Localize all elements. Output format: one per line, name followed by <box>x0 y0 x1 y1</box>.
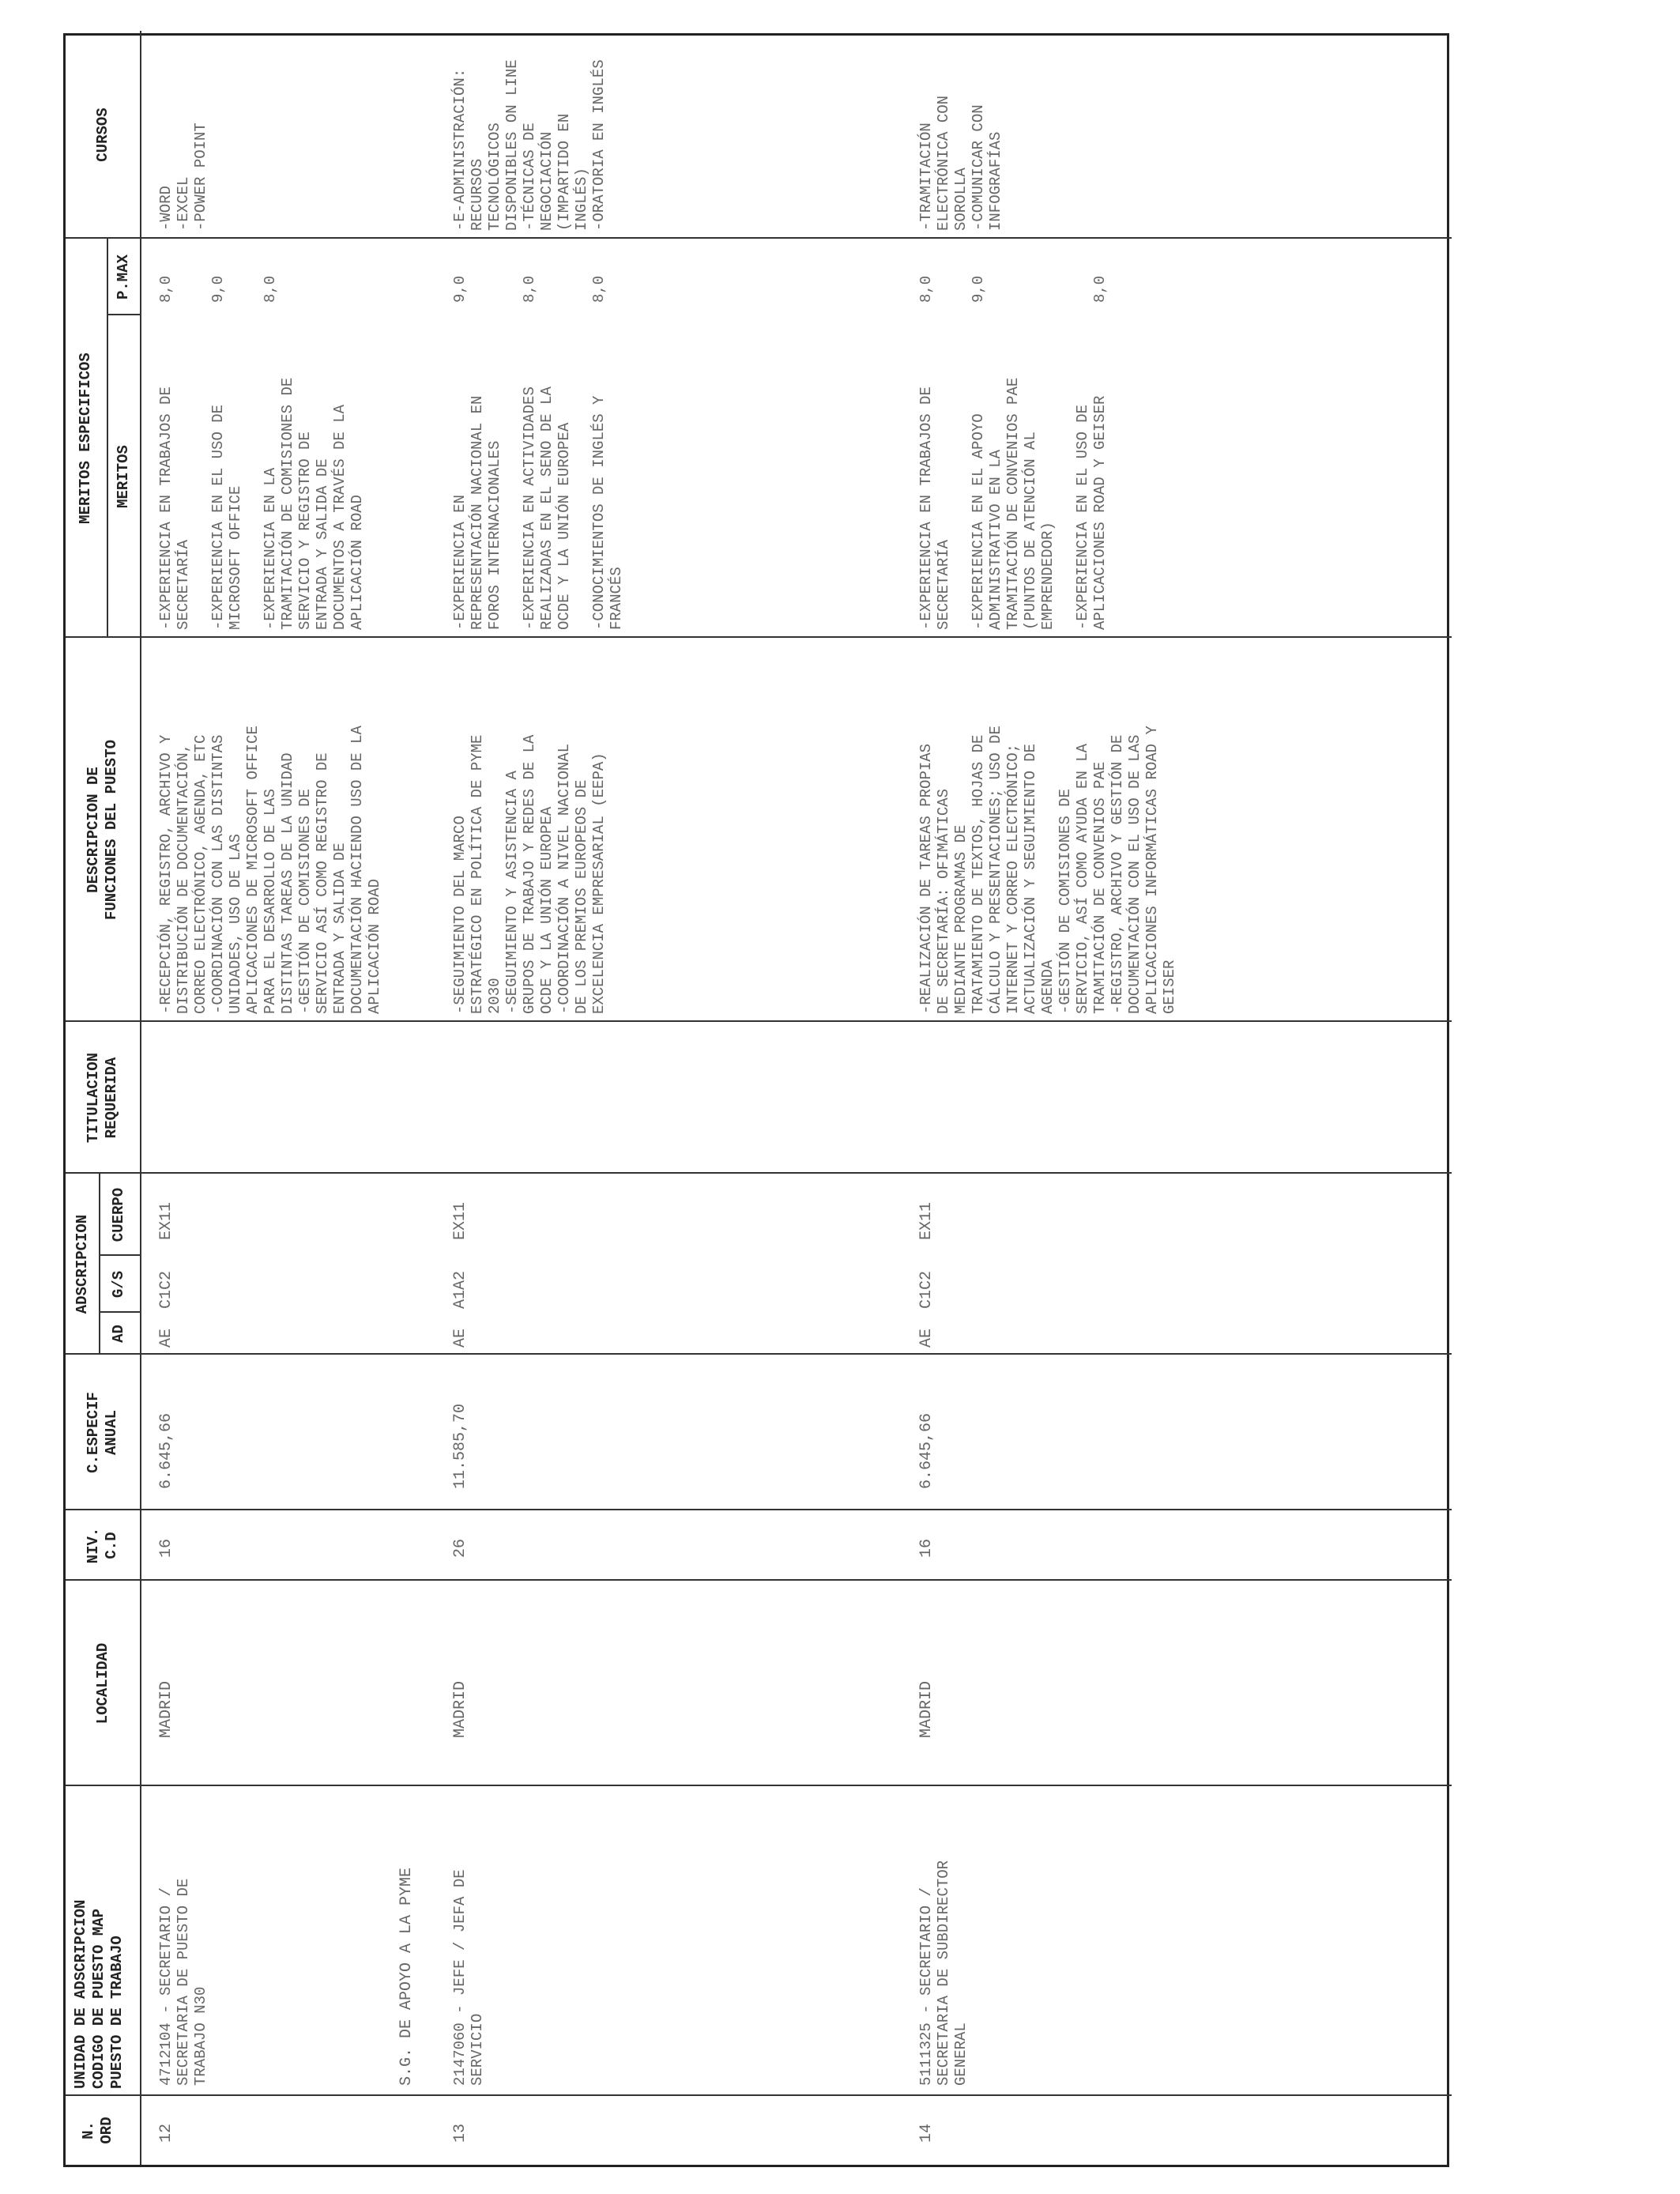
header-gs: G/S <box>110 1270 127 1299</box>
row-14-pmax-1: 8,0 <box>917 275 935 303</box>
col-line <box>66 1509 1452 1510</box>
row-13-pmax-1: 9,0 <box>451 275 469 303</box>
header-niv: NIV. C.D <box>85 1527 120 1564</box>
col-line <box>66 636 1452 638</box>
col-line <box>66 1172 1452 1174</box>
col-line <box>66 2094 1452 2096</box>
row-13-cursos: -E-ADMINISTRACIÓN: RECURSOS TECNOLÓGICOS DISPONIBLES ON LINE -TÉCNICAS DE NEGOCIACIÓN (IMPARTIDO EN INGLÉS) -ORATORIA EN INGLÉS <box>451 59 608 231</box>
header-cuerpo: CUERPO <box>110 1187 127 1242</box>
row-14-unidad: 5111325 - SECRETARIO / SECRETARIA DE SUBDIRECTOR GENERAL <box>917 1860 970 2086</box>
row-13-n: 13 <box>451 2123 469 2143</box>
header-descripcion: DESCRIPCION DE FUNCIONES DEL PUESTO <box>85 739 120 921</box>
row-13-pmax-2: 8,0 <box>521 275 538 303</box>
row-13-niv: 26 <box>451 1538 469 1558</box>
header-n-ord: N. ORD <box>80 2117 115 2144</box>
row-14-gs: C1C2 <box>917 1270 936 1309</box>
row-12-localidad: MADRID <box>157 1680 175 1738</box>
row-13-descripcion: -SEGUIMIENTO DEL MARCO ESTRATÉGICO EN POLÍTICA DE PYME 2030 -SEGUIMIENTO Y ASISTENCIA A GRUPOS DE TRABAJO Y REDES DE LA OCDE Y LA UNIÓN EUROPEA -COORDINACIÓN A NIVEL NACIONAL DE LOS PREMIOS EUROPEOS DE EXCELENCIA EMPRESARIAL (EEPA) <box>451 734 608 1014</box>
col-line <box>66 1785 1452 1786</box>
rotated-page <box>2 24 1424 2189</box>
row-13-localidad: MADRID <box>451 1680 469 1738</box>
row-13-c-especif: 11.585,70 <box>451 1403 469 1489</box>
header-cursos: CURSOS <box>94 107 111 162</box>
header-titulacion: TITULACION REQUERIDA <box>85 1052 120 1144</box>
row-12-unidad: 4712104 - SECRETARIO / SECRETARIA DE PUESTO DE TRABAJO N30 <box>157 1878 209 2086</box>
row-14-cuerpo: EX11 <box>917 1201 936 1240</box>
row-12-cuerpo: EX11 <box>157 1201 175 1240</box>
meritos-subline <box>107 239 108 638</box>
row-14-ad: AE <box>917 1328 936 1348</box>
header-adscripcion: ADSCRIPCION <box>73 1214 91 1314</box>
row-13-meritos: -EXPERIENCIA EN REPRESENTACIÓN NACIONAL EN FOROS INTERNACIONALES -EXPERIENCIA EN ACTIVIDADES REALIZADAS EN EL SENO DE LA OCDE Y LA UNIÓN EUROPEA -CONOCIMIENTOS DE INGLÉS Y FRANCÉS <box>451 386 625 630</box>
row-12-n: 12 <box>157 2123 175 2143</box>
row-12-pmax-2: 9,0 <box>209 275 227 303</box>
row-14-n: 14 <box>917 2123 936 2143</box>
section-label: S.G. DE APOYO A LA PYME <box>397 1867 416 2086</box>
row-12-cursos: -WORD -EXCEL -POWER POINT <box>157 123 209 231</box>
row-12-niv: 16 <box>157 1538 175 1558</box>
col-line <box>66 1579 1452 1581</box>
col-line <box>66 1353 1452 1355</box>
row-12-ad: AE <box>157 1328 175 1348</box>
row-14-c-especif: 6.645,66 <box>917 1412 936 1489</box>
col-line <box>66 1020 1452 1022</box>
row-14-descripcion: -REALIZACIÓN DE TAREAS PROPIAS DE SECRETARÍA: OFIMÁTICAS MEDIANTE PROGRAMAS DE TRATAMIENTO DE TEXTOS, HOJAS DE CÁLCULO Y PRESENTACIONES; USO DE INTERNET Y CORREO ELECTRÓNICO; ACTUALIZACIÓN Y SEGUIMIENTO DE AGENDA -GESTIÓN DE COMISIONES DE SERVICIO, ASÍ COMO AYUDA EN LA TRAMITACIÓN DE CONVENIOS PAE -REGISTRO, ARCHIVO Y GESTIÓN DE DOCUMENTACIÓN CON EL USO DE LAS APLICACIONES INFORMÁTICAS ROAD Y GEISER <box>917 726 1178 1014</box>
row-12-descripcion: -RECEPCIÓN, REGISTRO, ARCHIVO Y DISTRIBUCIÓN DE DOCUMENTACIÓN, CORREO ELECTRÓNICO, AGENDA, ETC -COORDINACIÓN CON LAS DISTINTAS UNIDADES, USO DE LAS APLICACIONES DE MICROSOFT OFFICE PARA EL DESARROLLO DE LAS DISTINTAS TAREAS DE LA UNIDAD -GESTIÓN DE COMISIONES DE SERVICIO ASÍ COMO REGISTRO DE ENTRADA Y SALIDA DE DOCUMENTACIÓN HACIENDO USO DE LA APLICACIÓN ROAD <box>157 726 383 1014</box>
row-12-meritos: -EXPERIENCIA EN TRABAJOS DE SECRETARÍA -EXPERIENCIA EN EL USO DE MICROSOFT OFFICE -EXPERIENCIA EN LA TRAMITACIÓN DE COMISIONES DE SERVICIO Y REGISTRO DE ENTRADA Y SALIDA DE DOCUMENTOS A TRAVÉS DE LA APLICACIÓN ROAD <box>157 377 366 630</box>
row-14-niv: 16 <box>917 1538 936 1558</box>
row-13-cuerpo: EX11 <box>451 1201 469 1240</box>
row-12-c-especif: 6.645,66 <box>157 1412 175 1489</box>
header-localidad: LOCALIDAD <box>94 1642 111 1725</box>
header-pmax: P.MAX <box>115 254 132 300</box>
header-meritos: MERITOS <box>115 445 132 508</box>
row-13-unidad: 2147060 - JEFE / JEFA DE SERVICIO <box>451 1869 486 2086</box>
row-12-gs: C1C2 <box>157 1270 175 1309</box>
header-c-especif: C.ESPECIF ANUAL <box>85 1392 120 1473</box>
row-13-pmax-3: 8,0 <box>590 275 608 303</box>
row-12-pmax-1: 8,0 <box>157 275 175 303</box>
col-line <box>66 237 1452 239</box>
header-unidad: UNIDAD DE ADSCRIPCION CODIGO DE PUESTO MAP PUESTO DE TRABAJO <box>72 1899 126 2089</box>
row-14-pmax-2: 9,0 <box>970 275 987 303</box>
header-bottom-line <box>140 31 141 2165</box>
row-14-localidad: MADRID <box>917 1680 936 1738</box>
header-ad: AD <box>110 1325 127 1343</box>
row-13-gs: A1A2 <box>451 1270 469 1309</box>
row-13-ad: AE <box>451 1328 469 1348</box>
row-14-pmax-3: 8,0 <box>1091 275 1109 303</box>
positions-table <box>63 33 1449 2167</box>
header-meritos-especificos: MERITOS ESPECIFICOS <box>77 352 94 524</box>
row-14-cursos: -TRAMITACIÓN ELECTRÓNICA CON SOROLLA -COMUNICAR CON INFOGRAFÍAS <box>917 95 1004 231</box>
adscripcion-subline <box>99 1174 100 1355</box>
row-14-meritos: -EXPERIENCIA EN TRABAJOS DE SECRETARÍA -EXPERIENCIA EN EL APOYO ADMINISTRATIVO EN LA TRAMITACIÓN DE CONVENIOS PAE (PUNTOS DE ATENCIÓN AL EMPRENDEDOR) -EXPERIENCIA EN EL USO DE APLICACIONES ROAD Y GEISER <box>917 377 1109 630</box>
row-12-pmax-3: 8,0 <box>262 275 279 303</box>
